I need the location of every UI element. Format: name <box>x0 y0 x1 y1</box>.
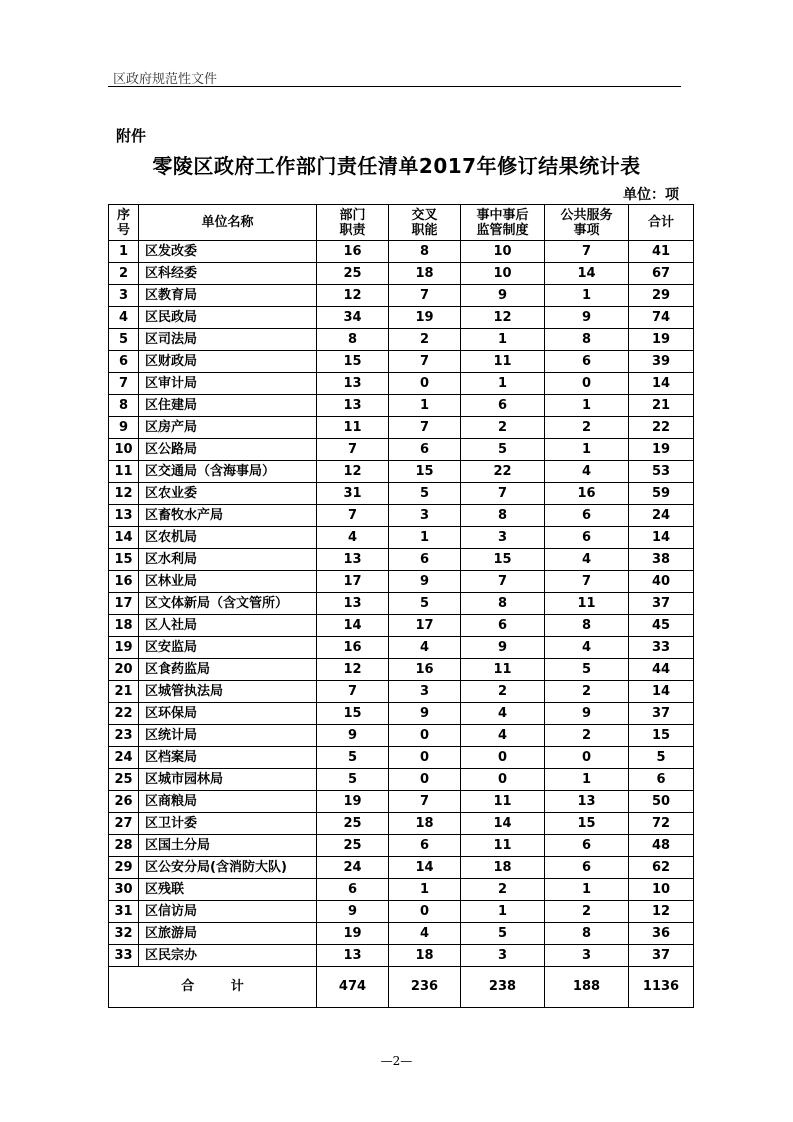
table-body <box>109 241 694 967</box>
value-cell: 3 <box>461 945 545 967</box>
table-row <box>109 241 694 263</box>
row-number-cell: 4 <box>109 307 139 329</box>
row-number-cell: 9 <box>109 417 139 439</box>
value-cell: 2 <box>461 681 545 703</box>
value-cell: 6 <box>545 857 629 879</box>
value-cell: 3 <box>389 681 461 703</box>
value-cell: 14 <box>389 857 461 879</box>
value-cell: 12 <box>317 659 389 681</box>
value-cell: 36 <box>629 923 694 945</box>
value-cell: 4 <box>545 461 629 483</box>
column-header: 单位名称 <box>139 205 317 241</box>
table-row <box>109 769 694 791</box>
unit-name-cell: 区商粮局 <box>139 791 317 813</box>
value-cell: 1 <box>545 769 629 791</box>
unit-name-cell: 区农机局 <box>139 527 317 549</box>
column-header: 部门 职责 <box>317 205 389 241</box>
row-number-cell: 22 <box>109 703 139 725</box>
value-cell: 0 <box>389 373 461 395</box>
value-cell: 37 <box>629 945 694 967</box>
row-number-cell: 17 <box>109 593 139 615</box>
value-cell: 37 <box>629 593 694 615</box>
value-cell: 1 <box>461 373 545 395</box>
value-cell: 22 <box>461 461 545 483</box>
value-cell: 9 <box>389 571 461 593</box>
unit-name-cell: 区信访局 <box>139 901 317 923</box>
attachment-label: 附件 <box>116 127 147 145</box>
row-number-cell: 11 <box>109 461 139 483</box>
value-cell: 5 <box>461 439 545 461</box>
value-cell: 18 <box>461 857 545 879</box>
value-cell: 48 <box>629 835 694 857</box>
value-cell: 40 <box>629 571 694 593</box>
value-cell: 0 <box>389 725 461 747</box>
value-cell: 38 <box>629 549 694 571</box>
value-cell: 18 <box>389 813 461 835</box>
row-number-cell: 5 <box>109 329 139 351</box>
value-cell: 13 <box>317 373 389 395</box>
value-cell: 1 <box>545 285 629 307</box>
value-cell: 8 <box>461 593 545 615</box>
value-cell: 16 <box>389 659 461 681</box>
value-cell: 12 <box>317 285 389 307</box>
value-cell: 16 <box>317 637 389 659</box>
column-header: 公共服务 事项 <box>545 205 629 241</box>
value-cell: 17 <box>317 571 389 593</box>
total-cell: 1136 <box>629 967 694 1008</box>
unit-name-cell: 区畜牧水产局 <box>139 505 317 527</box>
value-cell: 53 <box>629 461 694 483</box>
row-number-cell: 27 <box>109 813 139 835</box>
value-cell: 15 <box>461 549 545 571</box>
table-row <box>109 505 694 527</box>
value-cell: 5 <box>317 747 389 769</box>
unit-name-cell: 区住建局 <box>139 395 317 417</box>
page-title: 零陵区政府工作部门责任清单2017年修订结果统计表 <box>152 154 641 178</box>
value-cell: 37 <box>629 703 694 725</box>
row-number-cell: 25 <box>109 769 139 791</box>
value-cell: 6 <box>461 395 545 417</box>
value-cell: 10 <box>461 263 545 285</box>
value-cell: 14 <box>629 681 694 703</box>
table-row <box>109 307 694 329</box>
row-number-cell: 24 <box>109 747 139 769</box>
unit-name-cell: 区城管执法局 <box>139 681 317 703</box>
document-header: 区政府规范性文件 <box>113 72 218 87</box>
row-number-cell: 30 <box>109 879 139 901</box>
row-number-cell: 3 <box>109 285 139 307</box>
value-cell: 13 <box>545 791 629 813</box>
value-cell: 1 <box>545 439 629 461</box>
unit-name-cell: 区科经委 <box>139 263 317 285</box>
value-cell: 6 <box>545 351 629 373</box>
row-number-cell: 19 <box>109 637 139 659</box>
value-cell: 4 <box>461 725 545 747</box>
value-cell: 16 <box>317 241 389 263</box>
table-row <box>109 813 694 835</box>
header-divider <box>108 86 681 87</box>
value-cell: 1 <box>545 879 629 901</box>
value-cell: 18 <box>389 263 461 285</box>
table-row <box>109 901 694 923</box>
value-cell: 0 <box>389 769 461 791</box>
unit-name-cell: 区水利局 <box>139 549 317 571</box>
value-cell: 2 <box>545 725 629 747</box>
value-cell: 14 <box>461 813 545 835</box>
value-cell: 10 <box>629 879 694 901</box>
value-cell: 10 <box>461 241 545 263</box>
unit-name-cell: 区审计局 <box>139 373 317 395</box>
value-cell: 14 <box>629 527 694 549</box>
value-cell: 17 <box>389 615 461 637</box>
table-row <box>109 329 694 351</box>
value-cell: 24 <box>317 857 389 879</box>
unit-name-cell: 区城市园林局 <box>139 769 317 791</box>
value-cell: 12 <box>629 901 694 923</box>
row-number-cell: 1 <box>109 241 139 263</box>
value-cell: 21 <box>629 395 694 417</box>
unit-name-cell: 区旅游局 <box>139 923 317 945</box>
unit-name-cell: 区公路局 <box>139 439 317 461</box>
table-row <box>109 373 694 395</box>
value-cell: 11 <box>461 791 545 813</box>
total-cell: 236 <box>389 967 461 1008</box>
table-header-row <box>109 205 694 241</box>
value-cell: 14 <box>629 373 694 395</box>
value-cell: 8 <box>545 923 629 945</box>
row-number-cell: 10 <box>109 439 139 461</box>
table-row <box>109 395 694 417</box>
unit-name-cell: 区教育局 <box>139 285 317 307</box>
table-row <box>109 681 694 703</box>
table-row <box>109 835 694 857</box>
value-cell: 4 <box>317 527 389 549</box>
value-cell: 2 <box>545 417 629 439</box>
value-cell: 44 <box>629 659 694 681</box>
value-cell: 6 <box>629 769 694 791</box>
value-cell: 7 <box>545 571 629 593</box>
row-number-cell: 16 <box>109 571 139 593</box>
column-header: 交叉 职能 <box>389 205 461 241</box>
table-row <box>109 923 694 945</box>
table-row <box>109 879 694 901</box>
value-cell: 2 <box>389 329 461 351</box>
value-cell: 15 <box>317 351 389 373</box>
value-cell: 11 <box>461 351 545 373</box>
value-cell: 6 <box>389 549 461 571</box>
table-row <box>109 725 694 747</box>
value-cell: 7 <box>389 791 461 813</box>
statistics-table <box>108 204 694 1008</box>
value-cell: 3 <box>461 527 545 549</box>
value-cell: 50 <box>629 791 694 813</box>
value-cell: 72 <box>629 813 694 835</box>
value-cell: 8 <box>545 329 629 351</box>
value-cell: 7 <box>317 439 389 461</box>
value-cell: 7 <box>389 417 461 439</box>
value-cell: 1 <box>461 901 545 923</box>
total-label: 合 计 <box>109 967 317 1008</box>
value-cell: 16 <box>545 483 629 505</box>
unit-name-cell: 区交通局（含海事局） <box>139 461 317 483</box>
value-cell: 3 <box>545 945 629 967</box>
value-cell: 9 <box>317 901 389 923</box>
row-number-cell: 26 <box>109 791 139 813</box>
table-row <box>109 417 694 439</box>
unit-name-cell: 区安监局 <box>139 637 317 659</box>
column-header: 事中事后 监管制度 <box>461 205 545 241</box>
value-cell: 7 <box>461 571 545 593</box>
row-number-cell: 20 <box>109 659 139 681</box>
value-cell: 5 <box>629 747 694 769</box>
value-cell: 9 <box>545 307 629 329</box>
unit-name-cell: 区残联 <box>139 879 317 901</box>
value-cell: 39 <box>629 351 694 373</box>
value-cell: 11 <box>545 593 629 615</box>
value-cell: 9 <box>317 725 389 747</box>
value-cell: 41 <box>629 241 694 263</box>
table-row <box>109 549 694 571</box>
total-cell: 238 <box>461 967 545 1008</box>
unit-name-cell: 区人社局 <box>139 615 317 637</box>
value-cell: 31 <box>317 483 389 505</box>
value-cell: 7 <box>317 505 389 527</box>
value-cell: 0 <box>461 747 545 769</box>
page-number: —2— <box>380 1054 413 1068</box>
value-cell: 0 <box>545 747 629 769</box>
value-cell: 11 <box>461 659 545 681</box>
row-number-cell: 2 <box>109 263 139 285</box>
value-cell: 19 <box>629 439 694 461</box>
value-cell: 11 <box>461 835 545 857</box>
value-cell: 6 <box>389 439 461 461</box>
table-row <box>109 461 694 483</box>
table-row <box>109 263 694 285</box>
value-cell: 2 <box>545 681 629 703</box>
unit-name-cell: 区公安分局(含消防大队) <box>139 857 317 879</box>
value-cell: 0 <box>545 373 629 395</box>
unit-name-cell: 区农业委 <box>139 483 317 505</box>
value-cell: 7 <box>317 681 389 703</box>
table-row <box>109 659 694 681</box>
value-cell: 19 <box>629 329 694 351</box>
value-cell: 14 <box>545 263 629 285</box>
value-cell: 67 <box>629 263 694 285</box>
value-cell: 13 <box>317 395 389 417</box>
row-number-cell: 6 <box>109 351 139 373</box>
unit-name-cell: 区司法局 <box>139 329 317 351</box>
value-cell: 34 <box>317 307 389 329</box>
table-row <box>109 351 694 373</box>
value-cell: 7 <box>545 241 629 263</box>
value-cell: 9 <box>545 703 629 725</box>
value-cell: 1 <box>545 395 629 417</box>
total-row <box>109 967 694 1008</box>
value-cell: 6 <box>545 527 629 549</box>
value-cell: 19 <box>317 923 389 945</box>
row-number-cell: 14 <box>109 527 139 549</box>
value-cell: 62 <box>629 857 694 879</box>
row-number-cell: 18 <box>109 615 139 637</box>
unit-name-cell: 区民政局 <box>139 307 317 329</box>
value-cell: 25 <box>317 263 389 285</box>
value-cell: 33 <box>629 637 694 659</box>
unit-name-cell: 区食药监局 <box>139 659 317 681</box>
value-cell: 0 <box>389 901 461 923</box>
value-cell: 8 <box>545 615 629 637</box>
unit-name-cell: 区房产局 <box>139 417 317 439</box>
value-cell: 15 <box>545 813 629 835</box>
table-row <box>109 593 694 615</box>
value-cell: 1 <box>389 527 461 549</box>
table-row <box>109 439 694 461</box>
table-row <box>109 857 694 879</box>
value-cell: 2 <box>461 879 545 901</box>
value-cell: 25 <box>317 813 389 835</box>
value-cell: 9 <box>461 637 545 659</box>
table-row <box>109 571 694 593</box>
value-cell: 2 <box>461 417 545 439</box>
value-cell: 74 <box>629 307 694 329</box>
unit-name-cell: 区民宗办 <box>139 945 317 967</box>
value-cell: 13 <box>317 549 389 571</box>
unit-name-cell: 区文体新局（含文管所） <box>139 593 317 615</box>
value-cell: 11 <box>317 417 389 439</box>
value-cell: 15 <box>389 461 461 483</box>
unit-name-cell: 区林业局 <box>139 571 317 593</box>
unit-name-cell: 区财政局 <box>139 351 317 373</box>
value-cell: 1 <box>461 329 545 351</box>
row-number-cell: 28 <box>109 835 139 857</box>
value-cell: 4 <box>545 637 629 659</box>
value-cell: 29 <box>629 285 694 307</box>
value-cell: 5 <box>389 483 461 505</box>
value-cell: 4 <box>389 923 461 945</box>
value-cell: 14 <box>317 615 389 637</box>
value-cell: 5 <box>461 923 545 945</box>
value-cell: 6 <box>545 835 629 857</box>
row-number-cell: 29 <box>109 857 139 879</box>
row-number-cell: 13 <box>109 505 139 527</box>
value-cell: 5 <box>389 593 461 615</box>
value-cell: 25 <box>317 835 389 857</box>
table-row <box>109 483 694 505</box>
row-number-cell: 31 <box>109 901 139 923</box>
table-row <box>109 637 694 659</box>
column-header: 序 号 <box>109 205 139 241</box>
value-cell: 7 <box>389 351 461 373</box>
value-cell: 6 <box>317 879 389 901</box>
value-cell: 1 <box>389 395 461 417</box>
row-number-cell: 21 <box>109 681 139 703</box>
value-cell: 5 <box>545 659 629 681</box>
table-row <box>109 945 694 967</box>
unit-name-cell: 区卫计委 <box>139 813 317 835</box>
unit-name-cell: 区档案局 <box>139 747 317 769</box>
row-number-cell: 12 <box>109 483 139 505</box>
value-cell: 4 <box>545 549 629 571</box>
value-cell: 6 <box>389 835 461 857</box>
value-cell: 22 <box>629 417 694 439</box>
value-cell: 8 <box>317 329 389 351</box>
value-cell: 3 <box>389 505 461 527</box>
value-cell: 19 <box>317 791 389 813</box>
value-cell: 6 <box>545 505 629 527</box>
value-cell: 5 <box>317 769 389 791</box>
unit-name-cell: 区国土分局 <box>139 835 317 857</box>
value-cell: 8 <box>461 505 545 527</box>
value-cell: 13 <box>317 593 389 615</box>
value-cell: 9 <box>461 285 545 307</box>
row-number-cell: 15 <box>109 549 139 571</box>
value-cell: 13 <box>317 945 389 967</box>
value-cell: 45 <box>629 615 694 637</box>
table-row <box>109 747 694 769</box>
unit-label: 单位：项 <box>623 187 679 203</box>
value-cell: 18 <box>389 945 461 967</box>
row-number-cell: 32 <box>109 923 139 945</box>
value-cell: 19 <box>389 307 461 329</box>
row-number-cell: 33 <box>109 945 139 967</box>
table-row <box>109 791 694 813</box>
total-cell: 188 <box>545 967 629 1008</box>
value-cell: 12 <box>317 461 389 483</box>
total-cell: 474 <box>317 967 389 1008</box>
value-cell: 2 <box>545 901 629 923</box>
row-number-cell: 8 <box>109 395 139 417</box>
value-cell: 4 <box>461 703 545 725</box>
value-cell: 7 <box>461 483 545 505</box>
value-cell: 0 <box>389 747 461 769</box>
table-row <box>109 703 694 725</box>
value-cell: 6 <box>461 615 545 637</box>
row-number-cell: 7 <box>109 373 139 395</box>
row-number-cell: 23 <box>109 725 139 747</box>
value-cell: 12 <box>461 307 545 329</box>
value-cell: 9 <box>389 703 461 725</box>
column-header: 合计 <box>629 205 694 241</box>
unit-name-cell: 区发改委 <box>139 241 317 263</box>
value-cell: 1 <box>389 879 461 901</box>
value-cell: 7 <box>389 285 461 307</box>
value-cell: 15 <box>317 703 389 725</box>
value-cell: 8 <box>389 241 461 263</box>
value-cell: 0 <box>461 769 545 791</box>
table-row <box>109 285 694 307</box>
value-cell: 15 <box>629 725 694 747</box>
unit-name-cell: 区环保局 <box>139 703 317 725</box>
unit-name-cell: 区统计局 <box>139 725 317 747</box>
value-cell: 24 <box>629 505 694 527</box>
table-row <box>109 615 694 637</box>
value-cell: 59 <box>629 483 694 505</box>
table-row <box>109 527 694 549</box>
value-cell: 4 <box>389 637 461 659</box>
